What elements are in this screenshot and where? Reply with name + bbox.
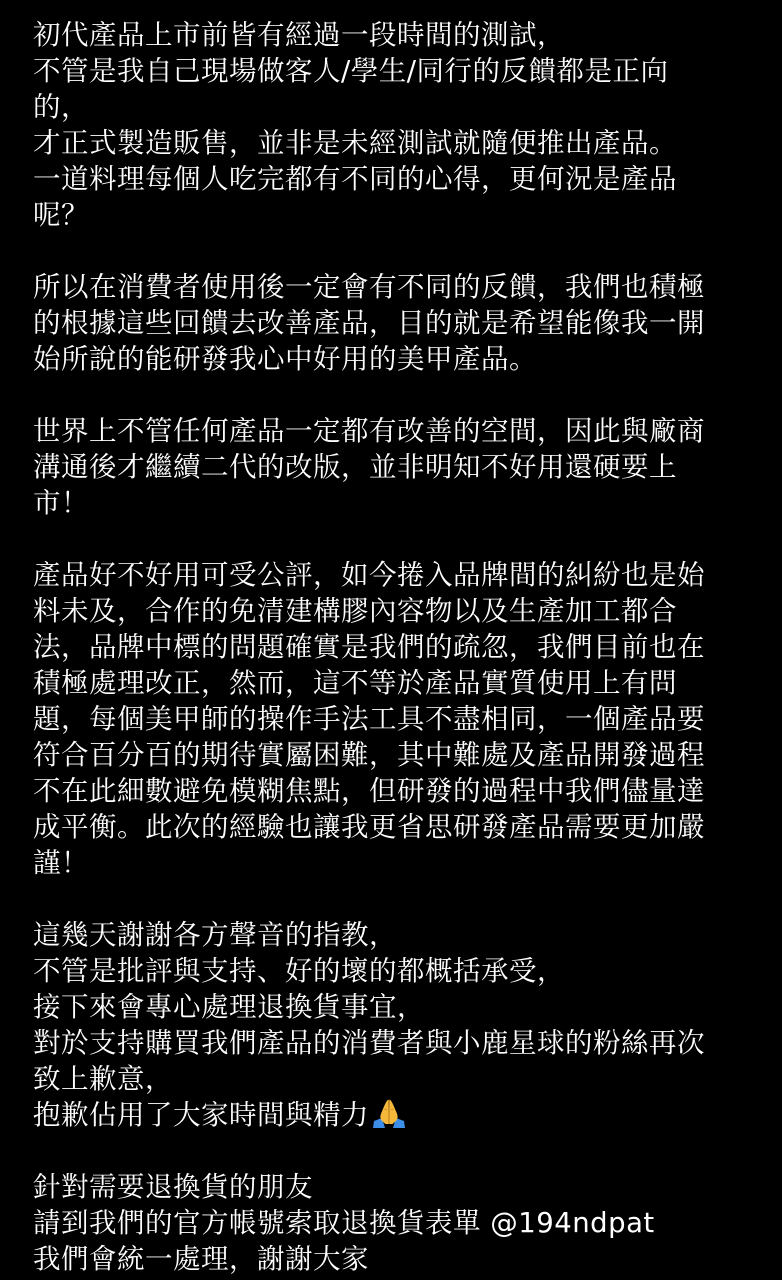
paragraph-feedback <box>33 269 763 377</box>
text-line: 抱歉佔用了大家時間與精力 <box>33 1099 369 1131</box>
text-line: 不管是批評與支持、好的壞的都概括承受， <box>33 955 565 987</box>
text-line: 才正式製造販售，並非是未經測試就隨便推出產品。 <box>33 127 677 159</box>
text-line: 始所說的能研發我心中好用的美甲產品。 <box>33 343 537 375</box>
text-line: 料未及，合作的免清建構膠內容物以及生產加工都合 <box>33 595 677 627</box>
text-line: 市！ <box>33 487 89 519</box>
text-line: 不在此細數避免模糊焦點，但研發的過程中我們儘量達 <box>33 775 705 807</box>
paragraph-testing <box>33 17 763 233</box>
text-line: 溝通後才繼續二代的改版，並非明知不好用還硬要上 <box>33 451 677 483</box>
text-line: 題，每個美甲師的操作手法工具不盡相同，一個產品要 <box>33 703 705 735</box>
text-line: 針對需要退換貨的朋友 <box>33 1171 313 1203</box>
post-text <box>33 17 763 1277</box>
text-line: 致上歉意， <box>33 1063 173 1095</box>
paragraph-dispute <box>33 557 763 881</box>
folded-hands-icon <box>371 1097 407 1129</box>
paragraph-returns <box>33 1169 763 1277</box>
text-line: 謹！ <box>33 847 89 879</box>
text-line: 這幾天謝謝各方聲音的指教， <box>33 919 397 951</box>
text-line: 對於支持購買我們產品的消費者與小鹿星球的粉絲再次 <box>33 1027 705 1059</box>
paragraph-apology <box>33 917 763 1133</box>
text-line: 我們會統一處理，謝謝大家 <box>33 1243 369 1275</box>
text-line: 一道料理每個人吃完都有不同的心得，更何況是產品 <box>33 163 677 195</box>
text-line: 不管是我自己現場做客人/學生/同行的反饋都是正向 <box>33 55 669 87</box>
text-line: 呢？ <box>33 199 89 231</box>
text-line: 成平衡。此次的經驗也讓我更省思研發產品需要更加嚴 <box>33 811 705 843</box>
text-line: 初代產品上市前皆有經過一段時間的測試， <box>33 19 565 51</box>
text-line: 所以在消費者使用後一定會有不同的反饋，我們也積極 <box>33 271 705 303</box>
text-line: 的， <box>33 91 89 123</box>
text-line-with-emoji <box>33 1097 763 1133</box>
text-line: 請到我們的官方帳號索取退換貨表單 @194ndpat <box>33 1207 655 1239</box>
text-line: 接下來會專心處理退換貨事宜， <box>33 991 425 1023</box>
text-line: 符合百分百的期待實屬困難，其中難處及產品開發過程 <box>33 739 705 771</box>
text-line: 世界上不管任何產品一定都有改善的空間，因此與廠商 <box>33 415 705 447</box>
paragraph-improvement <box>33 413 763 521</box>
text-line: 法，品牌中標的問題確實是我們的疏忽，我們目前也在 <box>33 631 705 663</box>
text-line: 的根據這些回饋去改善產品，目的就是希望能像我一開 <box>33 307 705 339</box>
text-line: 積極處理改正，然而，這不等於產品實質使用上有問 <box>33 667 677 699</box>
text-line: 產品好不好用可受公評，如今捲入品牌間的糾紛也是始 <box>33 559 705 591</box>
